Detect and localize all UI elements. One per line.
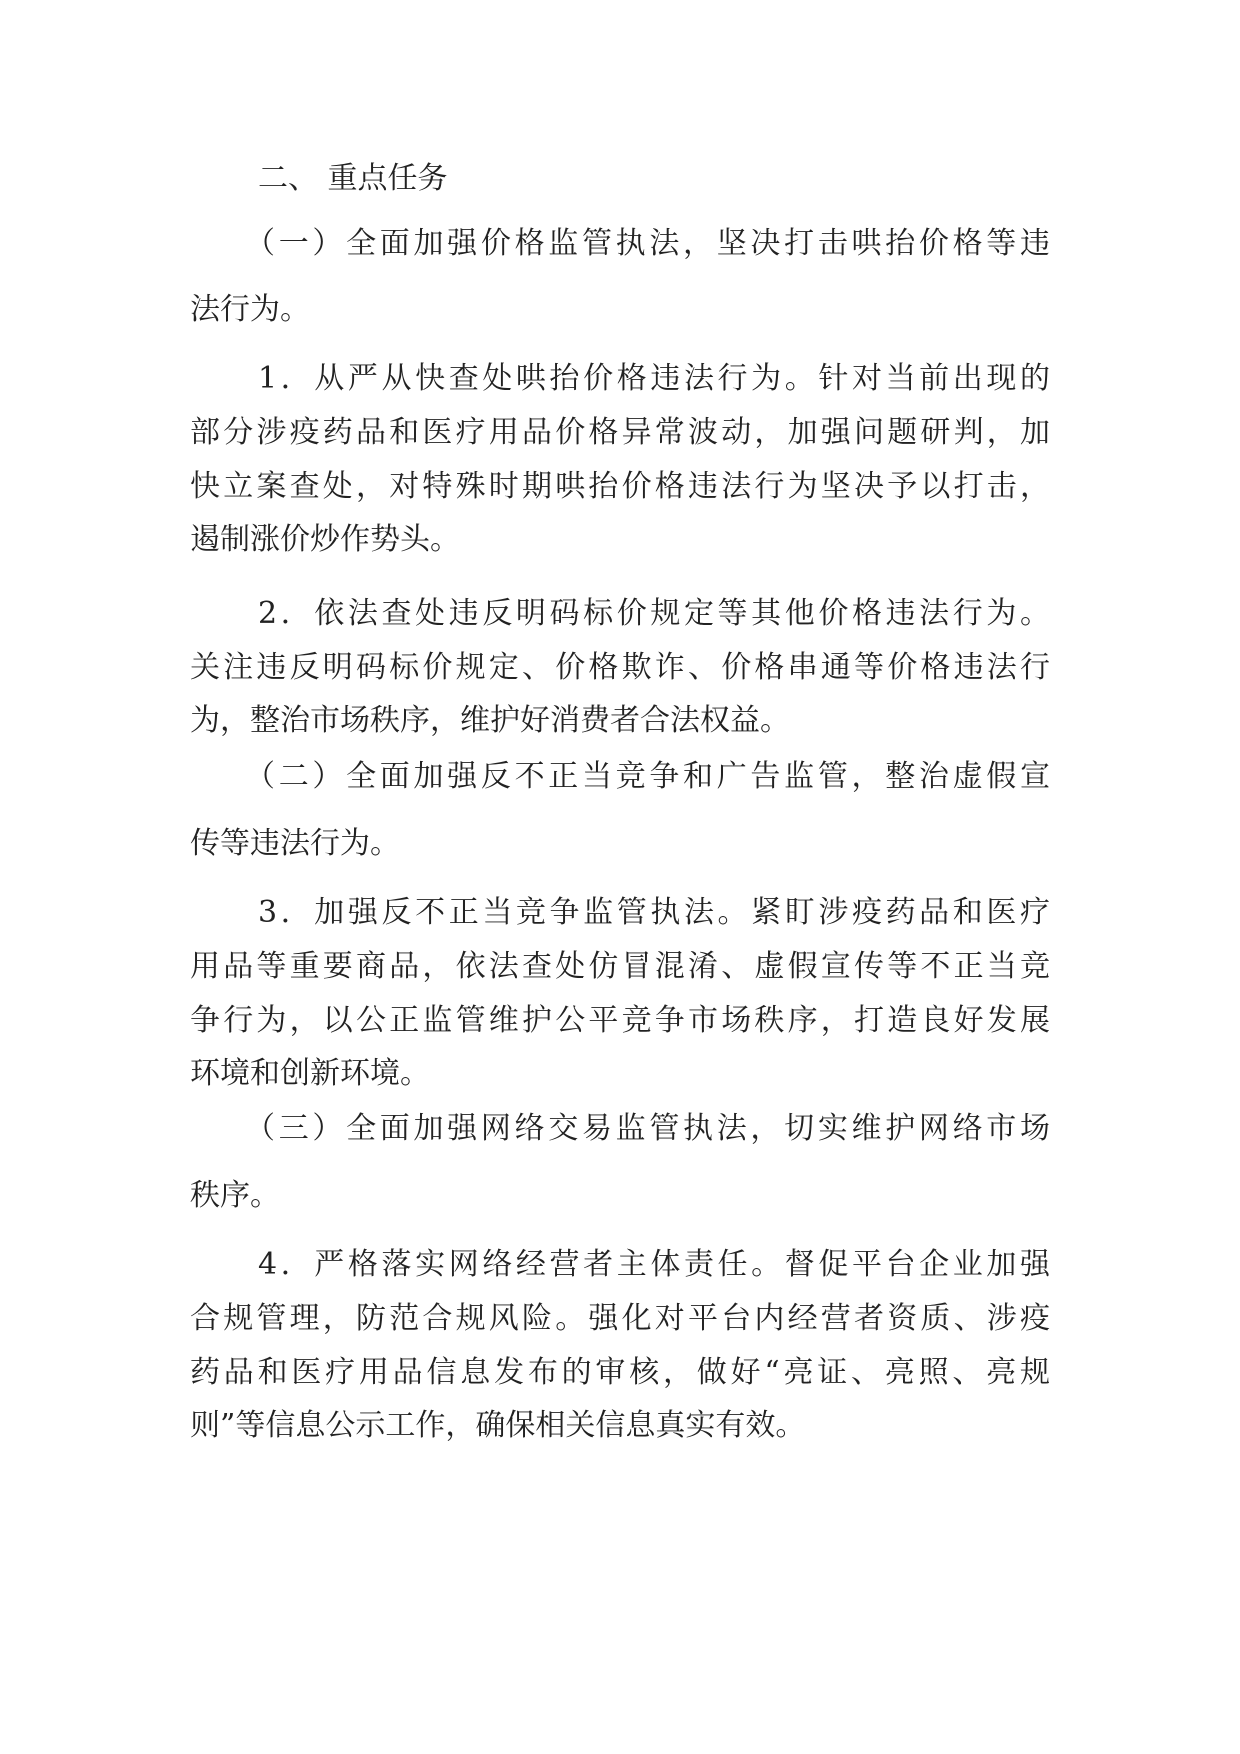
- item-4-line-4: 则”等信息公示工作，确保相关信息真实有效。: [190, 1408, 806, 1443]
- item-4-line-3: 药品和医疗用品信息发布的审核，做好“亮证、亮照、亮规: [190, 1355, 1050, 1390]
- item-2-line-3: 为，整治市场秩序，维护好消费者合法权益。: [190, 703, 790, 738]
- item-3-line-1: 3．加强反不正当竞争监管执法。紧盯涉疫药品和医疗: [258, 895, 1050, 930]
- item-3-line-4: 环境和创新环境。: [190, 1056, 430, 1091]
- item-2-line-1: 2．依法查处违反明码标价规定等其他价格违法行为。: [258, 596, 1050, 631]
- section-heading: 二、 重点任务: [258, 161, 448, 196]
- item-1-line-3: 快立案查处，对特殊时期哄抬价格违法行为坚决予以打击，: [190, 469, 1050, 504]
- item-4-line-1: 4．严格落实网络经营者主体责任。督促平台企业加强: [258, 1247, 1050, 1282]
- item-1-line-2: 部分涉疫药品和医疗用品价格异常波动，加强问题研判，加: [190, 415, 1050, 450]
- item-1-line-4: 遏制涨价炒作势头。: [190, 522, 460, 557]
- subsection-1-heading-line-2: 法行为。: [190, 292, 310, 327]
- subsection-3-heading-line-2: 秩序。: [190, 1178, 280, 1213]
- item-3-line-2: 用品等重要商品，依法查处仿冒混淆、虚假宣传等不正当竞: [190, 949, 1050, 984]
- item-3-line-3: 争行为，以公正监管维护公平竞争市场秩序，打造良好发展: [190, 1003, 1050, 1038]
- item-2-line-2: 关注违反明码标价规定、价格欺诈、价格串通等价格违法行: [190, 650, 1050, 685]
- subsection-2-heading-line-2: 传等违法行为。: [190, 826, 400, 861]
- subsection-1-heading-line-1: （一）全面加强价格监管执法，坚决打击哄抬价格等违: [245, 226, 1050, 261]
- subsection-2-heading-line-1: （二）全面加强反不正当竞争和广告监管，整治虚假宣: [245, 759, 1050, 794]
- item-1-line-1: 1．从严从快查处哄抬价格违法行为。针对当前出现的: [258, 361, 1050, 396]
- subsection-3-heading-line-1: （三）全面加强网络交易监管执法，切实维护网络市场: [245, 1111, 1050, 1146]
- item-4-line-2: 合规管理，防范合规风险。强化对平台内经营者资质、涉疫: [190, 1301, 1050, 1336]
